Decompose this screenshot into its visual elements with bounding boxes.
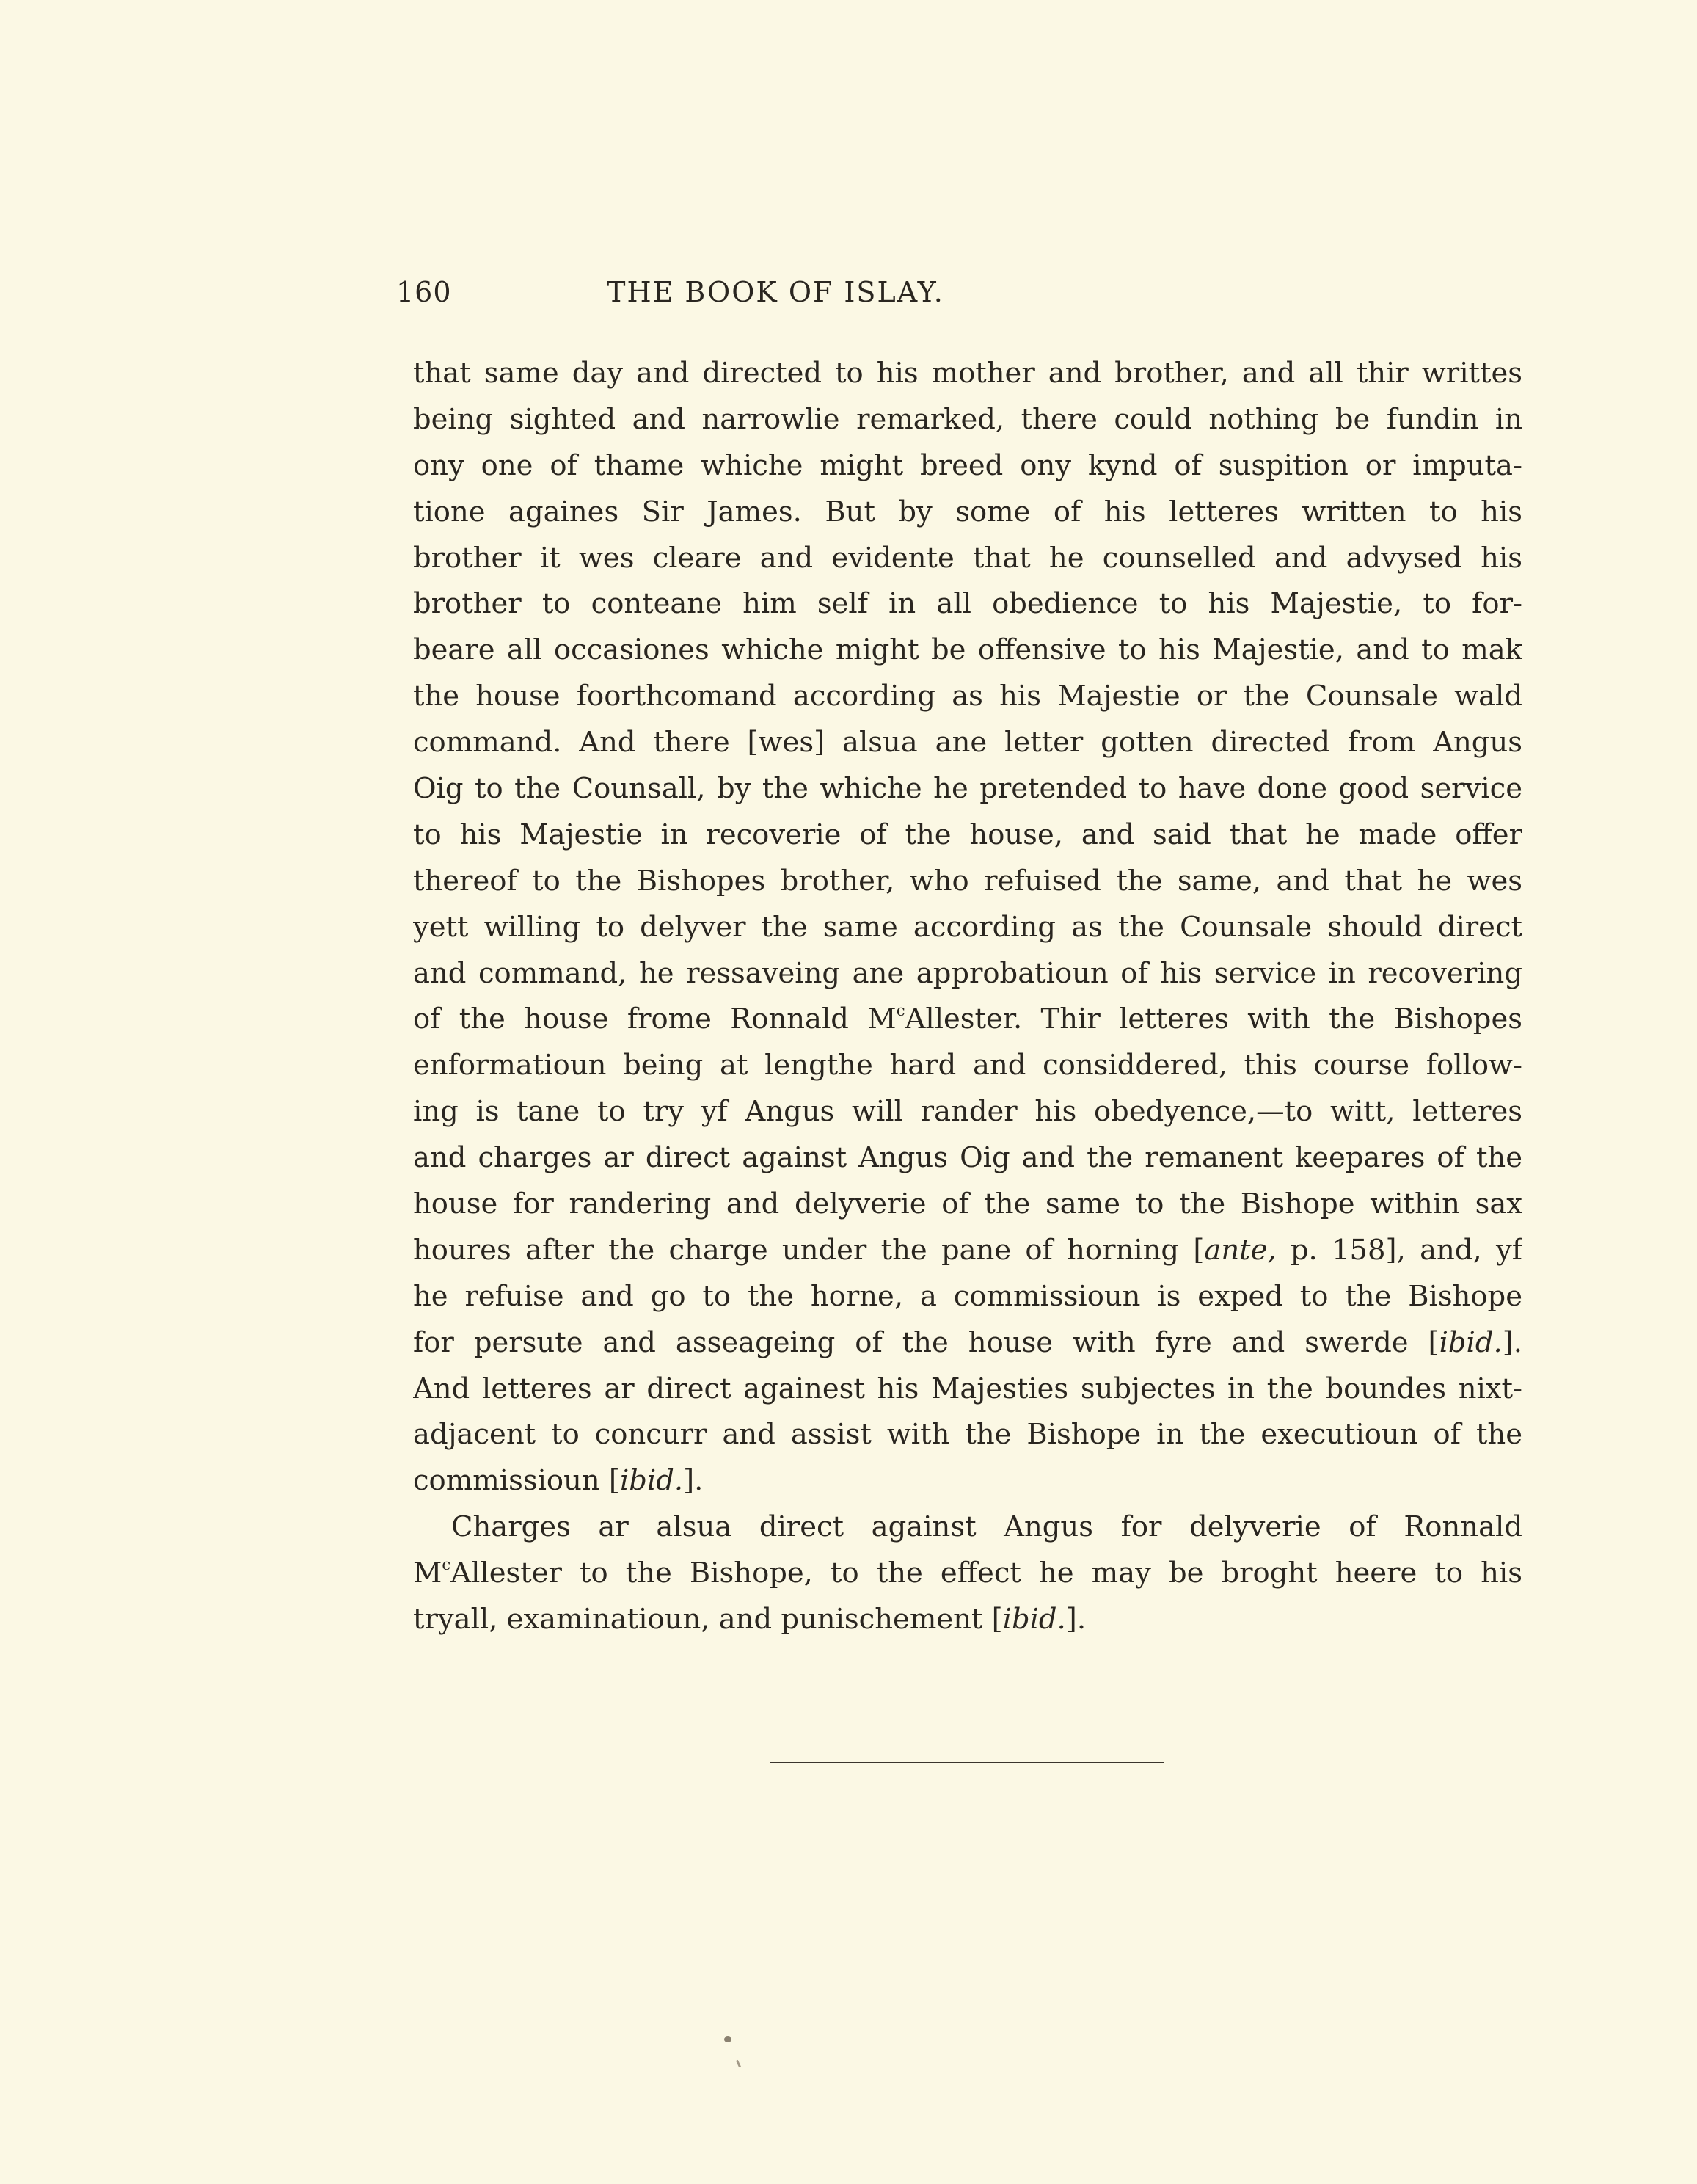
text-line: brother it wes cleare and evidente that he counselled and advysed his bbox=[413, 541, 1522, 575]
text-line: and charges ar direct against Angus Oig and the remanent keepares of the bbox=[413, 1141, 1522, 1175]
text-fragment: Allester. Thir letteres with the Bishopes bbox=[905, 1002, 1522, 1036]
text-line: ony one of thame whiche might breed ony kynd of suspition or imputa- bbox=[413, 448, 1522, 482]
text-line: ing is tane to try yf Angus will rander his obedyence,—to witt, letteres bbox=[413, 1095, 1522, 1129]
text-line: that same day and directed to his mother and brother, and all thir writtes bbox=[413, 357, 1522, 390]
text-fragment: ]. bbox=[683, 1464, 704, 1498]
text-line: command. And there [wes] alsua ane letter gotten directed from Angus bbox=[413, 726, 1522, 760]
body-text bbox=[413, 351, 1522, 1643]
section-end-rule bbox=[770, 1762, 1164, 1763]
text-line: the house foorthcomand according as his Majestie or the Counsale wald bbox=[413, 680, 1522, 713]
superscript: c bbox=[442, 1555, 451, 1574]
text-fragment: Allester to the Bishope, to the effect he may be broght heere to his bbox=[450, 1557, 1522, 1590]
page-number: 160 bbox=[396, 276, 452, 308]
text-fragment: of the house frome Ronnald M bbox=[413, 1002, 897, 1036]
text-line: beare all occasiones whiche might be offensive to his Majestie, and to mak bbox=[413, 633, 1522, 667]
text-line: being sighted and narrowlie remarked, there could nothing be fundin in bbox=[413, 402, 1522, 436]
superscript: c bbox=[896, 1001, 905, 1020]
text-fragment: houres after the charge under the pane of horning [ bbox=[413, 1233, 1205, 1267]
paper-speck bbox=[724, 2036, 731, 2042]
italic-reference: ante, bbox=[1204, 1233, 1277, 1267]
paragraph-1 bbox=[413, 351, 1522, 1504]
text-line: adjacent to concurr and assist with the Bishope in the executioun of the bbox=[413, 1418, 1522, 1452]
text-fragment: p. 158], and, yf bbox=[1276, 1233, 1522, 1267]
text-line bbox=[413, 1551, 1522, 1597]
text-line: and command, he ressaveing ane approbatioun of his service in recovering bbox=[413, 956, 1522, 990]
text-line bbox=[413, 1228, 1522, 1274]
paper-speck bbox=[736, 2060, 741, 2067]
text-fragment: commissioun [ bbox=[413, 1464, 620, 1498]
text-line: to his Majestie in recoverie of the house, and said that he made offer bbox=[413, 818, 1522, 851]
text-fragment: tryall, examinatioun, and punischement [ bbox=[413, 1603, 1003, 1637]
running-title: THE BOOK OF ISLAY. bbox=[607, 276, 944, 308]
text-line: enformatioun being at lengthe hard and considdered, this course follow- bbox=[413, 1049, 1522, 1082]
text-line: tione againes Sir James. But by some of his letteres written to his bbox=[413, 495, 1522, 528]
italic-reference: ibid. bbox=[619, 1464, 684, 1498]
text-fragment: ]. bbox=[1065, 1603, 1087, 1637]
text-line: thereof to the Bishopes brother, who refuised the same, and that he wes bbox=[413, 864, 1522, 898]
text-line bbox=[413, 1320, 1522, 1366]
text-line: yett willing to delyver the same according as the Counsale should direct bbox=[413, 910, 1522, 944]
paragraph-2 bbox=[413, 1504, 1522, 1643]
text-line: Oig to the Counsall, by the whiche he pretended to have done good service bbox=[413, 772, 1522, 806]
text-line bbox=[413, 1597, 1522, 1643]
text-line: he refuise and go to the horne, a commissioun is exped to the Bishope bbox=[413, 1279, 1522, 1313]
text-line bbox=[413, 997, 1522, 1043]
text-line: house for randering and delyverie of the same to the Bishope within sax bbox=[413, 1187, 1522, 1221]
text-line bbox=[413, 1458, 1522, 1504]
italic-reference: ibid. bbox=[1002, 1603, 1066, 1637]
text-fragment: for persute and asseageing of the house with fyre and swerde [ bbox=[413, 1325, 1439, 1359]
text-line: Charges ar alsua direct against Angus for delyverie of Ronnald bbox=[451, 1510, 1522, 1544]
italic-reference: ibid. bbox=[1439, 1325, 1503, 1359]
text-line: And letteres ar direct againest his Majesties subjectes in the boundes nixt- bbox=[413, 1372, 1522, 1405]
text-fragment: M bbox=[413, 1557, 442, 1590]
text-line: brother to conteane him self in all obedience to his Majestie, to for- bbox=[413, 587, 1522, 621]
text-fragment: ]. bbox=[1502, 1325, 1522, 1359]
running-header bbox=[396, 270, 1155, 314]
